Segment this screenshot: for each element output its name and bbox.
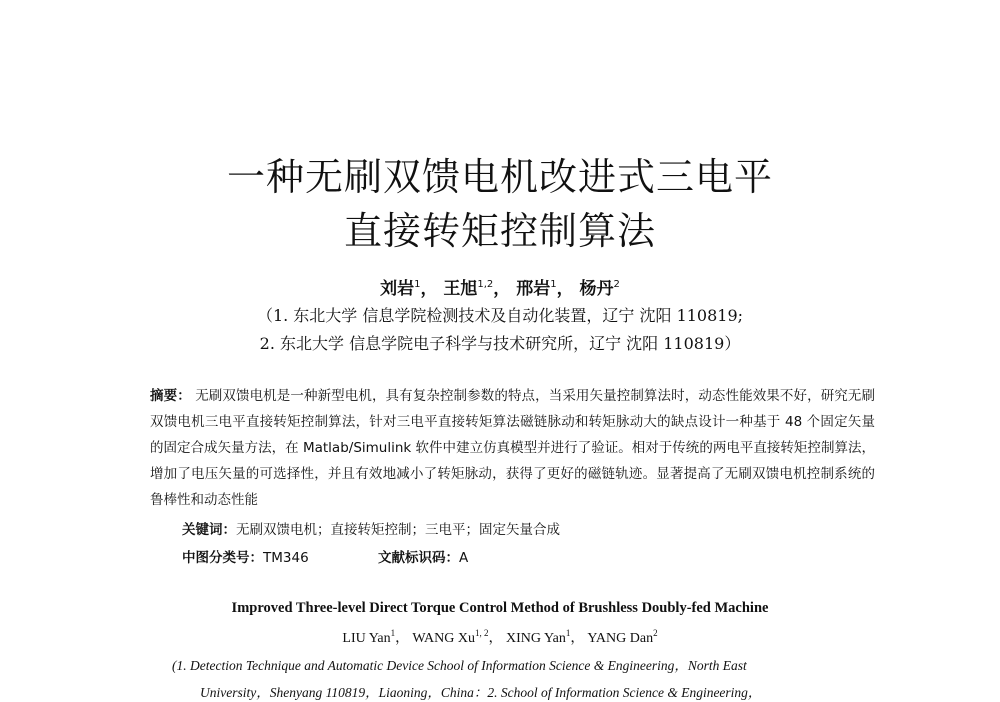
english-affiliation-line-2: University，Shenyang 110819，Liaoning，China：2. School of Information Science & Engineering， bbox=[200, 685, 762, 700]
clc-value: TM346 bbox=[263, 550, 309, 566]
english-author-name: LIU Yan bbox=[342, 631, 391, 646]
author-name: 王旭 bbox=[443, 279, 478, 299]
abstract-label: 摘要： bbox=[150, 388, 191, 404]
english-author-separator: ， bbox=[395, 631, 410, 646]
document-code bbox=[378, 546, 468, 566]
doc-code-label: 文献标识码： bbox=[378, 550, 459, 566]
author-affiliation-mark: 2 bbox=[613, 279, 620, 290]
author-separator: ， bbox=[420, 279, 438, 299]
abstract-text: 无刷双馈电机是一种新型电机，具有复杂控制参数的特点，当采用矢量控制算法时，动态性能效果不好，研究无刷双馈电机三电平直接转矩控制算法，针对三电平直接转矩算法磁链脉动和转矩脉动大的缺点设计一种基于 48 个固定矢量的固定合成矢量方法，在 Matlab/Simulink 软件中建立仿真模型并进行了验证。相对于传统的两电平直接转矩控制算法，增加了电压矢量的可选择性，并且有效地减小了转矩脉动，获得了更好的磁链轨迹。显著提高了无刷双馈电机控制系统的鲁棒性和动态性能 bbox=[150, 388, 875, 508]
author-affiliation-mark: 1 bbox=[550, 279, 557, 290]
clc-label: 中图分类号： bbox=[182, 550, 263, 566]
english-affiliation-line-1: (1. Detection Technique and Automatic Device School of Information Science & Engineering，North East bbox=[172, 658, 747, 673]
keywords-text: 无刷双馈电机；直接转矩控制；三电平；固定矢量合成 bbox=[236, 522, 560, 538]
english-author-mark: 1 bbox=[390, 628, 396, 638]
author-name: 杨丹 bbox=[579, 279, 614, 299]
english-author-mark: 2 bbox=[653, 628, 658, 638]
english-author-mark: 1 bbox=[565, 628, 571, 638]
classification-line bbox=[182, 546, 782, 566]
author-name: 刘岩 bbox=[380, 279, 415, 299]
english-author-name: WANG Xu bbox=[412, 631, 475, 646]
affiliation-line-1: （1. 东北大学 信息学院检测技术及自动化装置，辽宁 沈阳 110819; bbox=[256, 306, 744, 325]
paper-title-line-2: 直接转矩控制算法 bbox=[343, 209, 656, 253]
english-author-name: YANG Dan bbox=[587, 631, 654, 646]
doc-code-value: A bbox=[459, 550, 469, 566]
author-affiliation-mark: 1 bbox=[414, 279, 421, 290]
author-list bbox=[0, 274, 1000, 299]
author-name: 邢岩 bbox=[516, 279, 551, 299]
english-author-separator: ， bbox=[570, 631, 585, 646]
english-author-list bbox=[0, 627, 1000, 647]
english-author-name: XING Yan bbox=[505, 631, 566, 646]
paper-title-line-1: 一种无刷双馈电机改进式三电平 bbox=[226, 155, 773, 199]
english-author-mark: 1, 2 bbox=[474, 628, 489, 638]
english-title: Improved Three-level Direct Torque Control Method of Brushless Doubly-fed Machine bbox=[231, 600, 769, 616]
author-separator: ， bbox=[493, 279, 511, 299]
author-separator: ， bbox=[556, 279, 574, 299]
english-author-separator: ， bbox=[488, 631, 503, 646]
abstract bbox=[150, 383, 875, 513]
affiliation-line-2: 2. 东北大学 信息学院电子科学与技术研究所，辽宁 沈阳 110819） bbox=[259, 334, 741, 353]
keywords-label: 关键词： bbox=[182, 522, 236, 538]
keywords bbox=[182, 518, 560, 538]
author-affiliation-mark: 1,2 bbox=[477, 279, 494, 290]
